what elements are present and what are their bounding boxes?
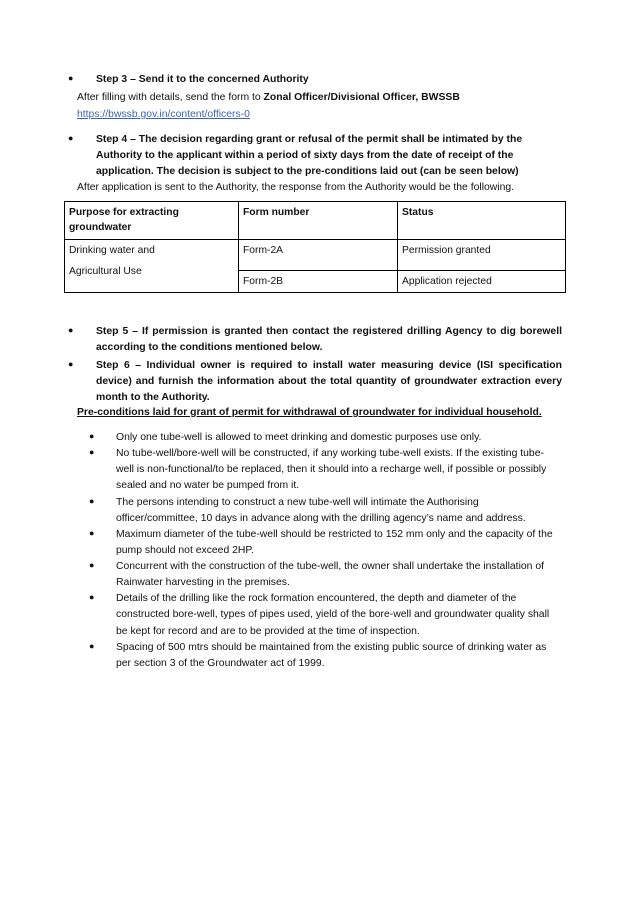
bullet-icon: ● bbox=[89, 592, 95, 603]
list-item bbox=[89, 527, 561, 559]
officers-link-line bbox=[77, 107, 567, 123]
step-3-instruction-prefix: After filling with details, send the form to bbox=[77, 92, 264, 103]
preconditions-heading: Pre-conditions laid for grant of permit for withdrawal of groundwater for individual household. bbox=[77, 407, 542, 418]
zonal-officer-label: Zonal Officer/Divisional Officer, BWSSB bbox=[263, 92, 460, 103]
status-cell: Application rejected bbox=[398, 270, 566, 292]
step-3-instruction bbox=[77, 90, 567, 106]
response-table bbox=[64, 201, 566, 293]
step-4-block bbox=[68, 132, 536, 180]
bullet-icon: ● bbox=[89, 560, 95, 570]
bullet-icon: ● bbox=[89, 447, 95, 458]
purpose-line-2: Agricultural Use bbox=[69, 266, 142, 278]
bullet-icon: ● bbox=[68, 73, 74, 83]
officers-link[interactable]: https://bwssb.gov.in/content/officers-0 bbox=[77, 109, 250, 120]
bullet-icon: ● bbox=[89, 640, 95, 651]
list-item-text: Spacing of 500 mtrs should be maintained from the existing public source of drinking water as per section 3 of the Groundwater act of 1999. bbox=[116, 641, 547, 669]
step-3-heading bbox=[68, 72, 536, 88]
purpose-cell bbox=[65, 239, 239, 292]
list-item bbox=[89, 640, 561, 672]
step-3-text: Step 3 – Send it to the concerned Authority bbox=[96, 74, 309, 85]
list-item bbox=[89, 446, 561, 494]
bullet-icon: ● bbox=[68, 359, 74, 369]
form-cell: Form-2A bbox=[239, 239, 398, 270]
bullet-icon: ● bbox=[89, 527, 95, 538]
purpose-line-1: Drinking water and bbox=[69, 244, 155, 256]
header-status: Status bbox=[398, 202, 566, 240]
list-item-text: Concurrent with the construction of the tube-well, the owner shall undertake the installation of Rainwater harvesting in the premises. bbox=[116, 561, 544, 589]
list-item-text: Maximum diameter of the tube-well should be restricted to 152 mm only and the capacity of the pump should not exceed 2HP. bbox=[116, 528, 553, 556]
status-cell: Permission granted bbox=[398, 239, 566, 270]
list-item bbox=[89, 495, 561, 527]
bullet-icon: ● bbox=[68, 133, 74, 143]
list-item bbox=[89, 430, 561, 446]
list-item bbox=[89, 591, 561, 639]
step-6-block bbox=[68, 358, 562, 406]
form-cell: Form-2B bbox=[239, 270, 398, 292]
bullet-icon: ● bbox=[89, 495, 95, 506]
table-header-row bbox=[65, 202, 566, 240]
bullet-icon: ● bbox=[68, 325, 74, 335]
table-row bbox=[65, 239, 566, 270]
step-5-text: Step 5 – If permission is granted then contact the registered drilling Agency to dig borewell according to the conditions mentioned below. bbox=[96, 326, 562, 354]
list-item-text: No tube-well/bore-well will be constructed, if any working tube-well exists. If the existing tube-well is non-functional/to be replaced, then it should into a recharge well, if possible or possibly sealed and no water be pumped from it. bbox=[116, 448, 547, 492]
step-4-after: After application is sent to the Authority, the response from the Authority would be the following. bbox=[77, 182, 515, 193]
step-5-block bbox=[68, 324, 562, 356]
list-item-text: Details of the drilling like the rock formation encountered, the depth and diameter of the constructed bore-well, types of pipes used, yield of the bore-well and groundwater quality shall be kept for record and are to be provided at the time of inspection. bbox=[116, 593, 550, 637]
list-item-text: Only one tube-well is allowed to meet drinking and domestic purposes use only. bbox=[116, 432, 482, 443]
bullet-icon: ● bbox=[89, 431, 95, 441]
list-item bbox=[89, 559, 561, 591]
header-form-number: Form number bbox=[239, 202, 398, 240]
step-6-text: Step 6 – Individual owner is required to install water measuring device (ISI specification device) and furnish the information about the total quantity of groundwater extraction every month to the Authority. bbox=[96, 360, 562, 404]
list-item-text: The persons intending to construct a new tube-well will intimate the Authorising officer/committee, 10 days in advance along with the drilling agency’s name and address. bbox=[116, 496, 526, 524]
preconditions-list bbox=[89, 430, 561, 672]
header-purpose: Purpose for extracting groundwater bbox=[65, 202, 239, 240]
step-4-text: Step 4 – The decision regarding grant or refusal of the permit shall be intimated by the Authority to the applicant within a period of sixty days from the date of receipt of the application. The decision is subject to the pre-conditions laid out (can be seen below) bbox=[96, 134, 523, 178]
